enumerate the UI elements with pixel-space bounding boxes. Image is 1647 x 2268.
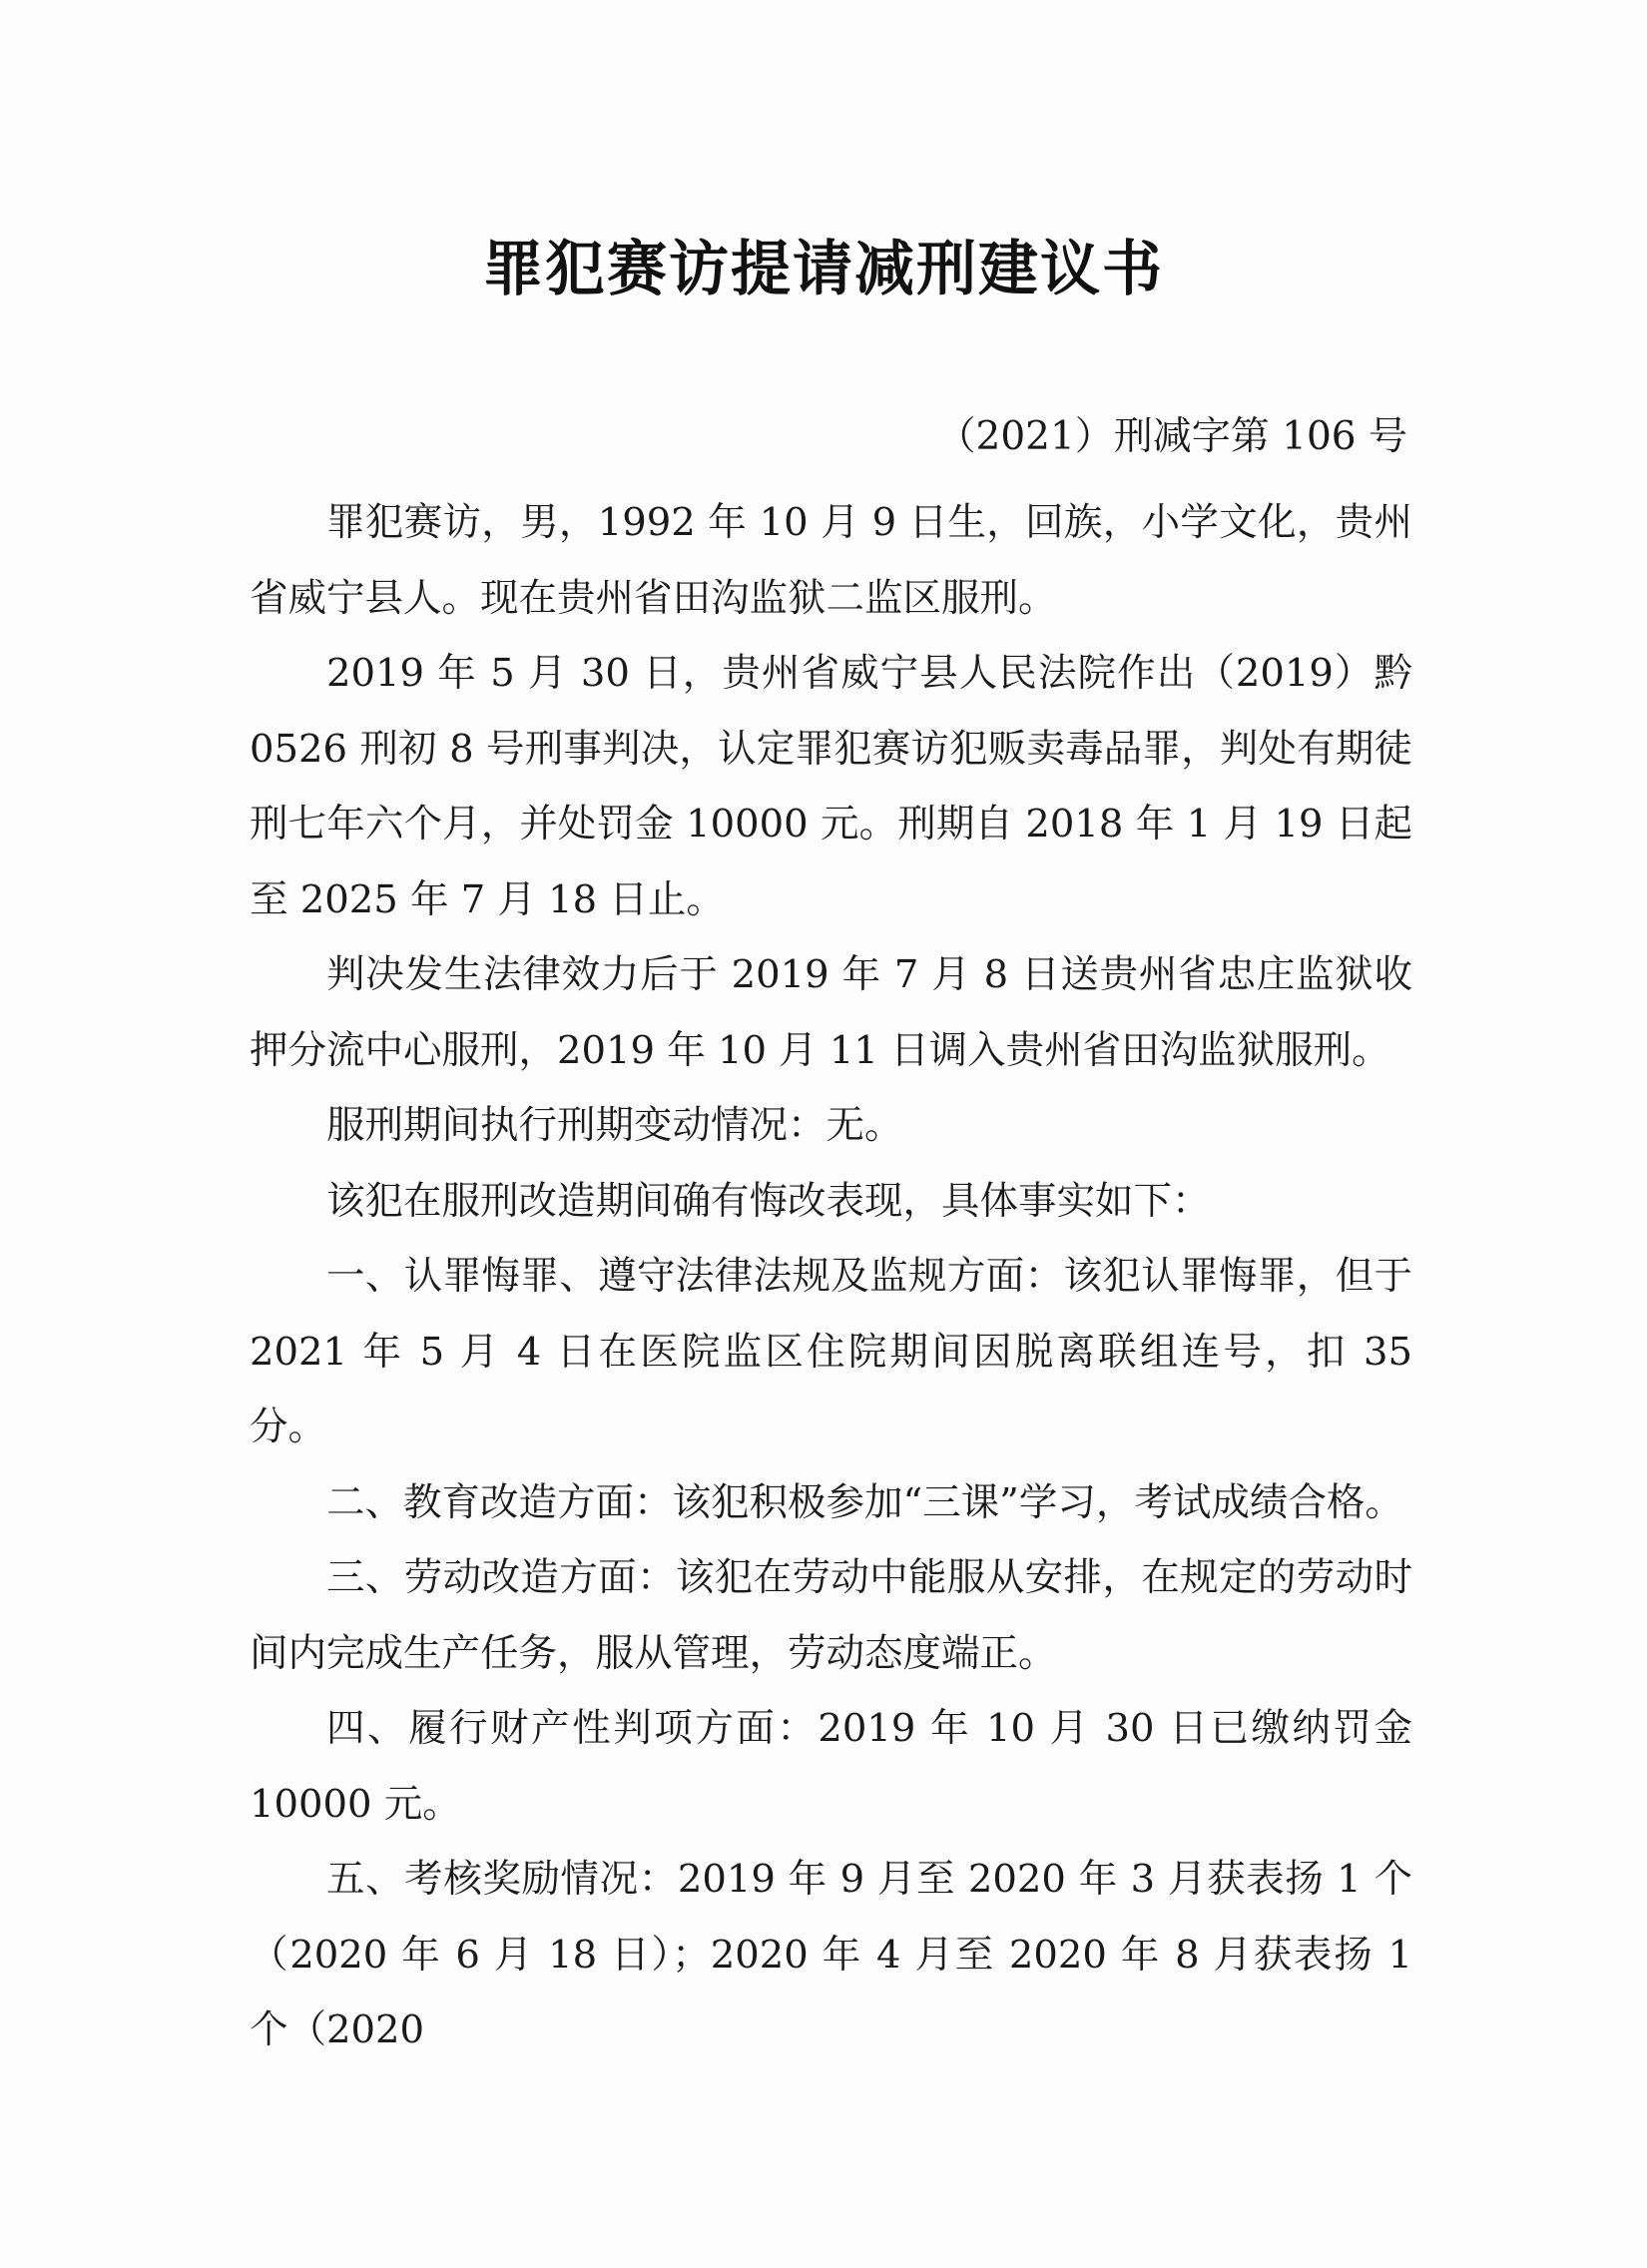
document-number: （2021）刑减字第 106 号 <box>936 414 1407 459</box>
paragraph-item-1: 一、认罪悔罪、遵守法律法规及监规方面：该犯认罪悔罪，但于 2021 年 5 月 4 日在医院监区住院期间因脱离联组连号，扣 35 分。 <box>250 1254 1412 1449</box>
paragraph-item-2: 二、教育改造方面：该犯积极参加“三课”学习，考试成绩合格。 <box>326 1479 1403 1525</box>
paragraph-item-3: 三、劳动改造方面：该犯在劳动中能服从安排，在规定的劳动时间内完成生产任务，服从管理，劳动态度端正。 <box>250 1555 1412 1676</box>
paragraph-sentence-changes: 服刑期间执行刑期变动情况：无。 <box>326 1103 903 1148</box>
document-title: 罪犯赛访提请减刑建议书 <box>483 235 1164 304</box>
paragraph-facts-intro: 该犯在服刑改造期间确有悔改表现，具体事实如下： <box>326 1178 1211 1224</box>
paragraph-prisoner-info: 罪犯赛访，男，1992 年 10 月 9 日生，回族，小学文化，贵州省威宁县人。现在贵州省田沟监狱二监区服刑。 <box>250 500 1412 621</box>
paragraph-transfer: 判决发生法律效力后于 2019 年 7 月 8 日送贵州省忠庄监狱收押分流中心服刑，2019 年 10 月 11 日调入贵州省田沟监狱服刑。 <box>250 952 1412 1073</box>
paragraph-item-5: 五、考核奖励情况：2019 年 9 月至 2020 年 3 月获表扬 1 个（2020 年 6 月 18 日）；2020 年 4 月至 2020 年 8 月获表扬 1 个（2020 <box>250 1857 1412 2052</box>
paragraph-item-4: 四、履行财产性判项方面：2019 年 10 月 30 日已缴纳罚金 10000 元。 <box>250 1706 1412 1827</box>
paragraph-judgment: 2019 年 5 月 30 日，贵州省威宁县人民法院作出（2019）黔 0526 刑初 8 号刑事判决，认定罪犯赛访犯贩卖毒品罪，判处有期徒刑七年六个月，并处罚金 10000 元。刑期自 2018 年 1 月 19 日起至 2025 年 7 月 18 日止。 <box>250 651 1412 922</box>
document-body <box>250 485 1412 2068</box>
